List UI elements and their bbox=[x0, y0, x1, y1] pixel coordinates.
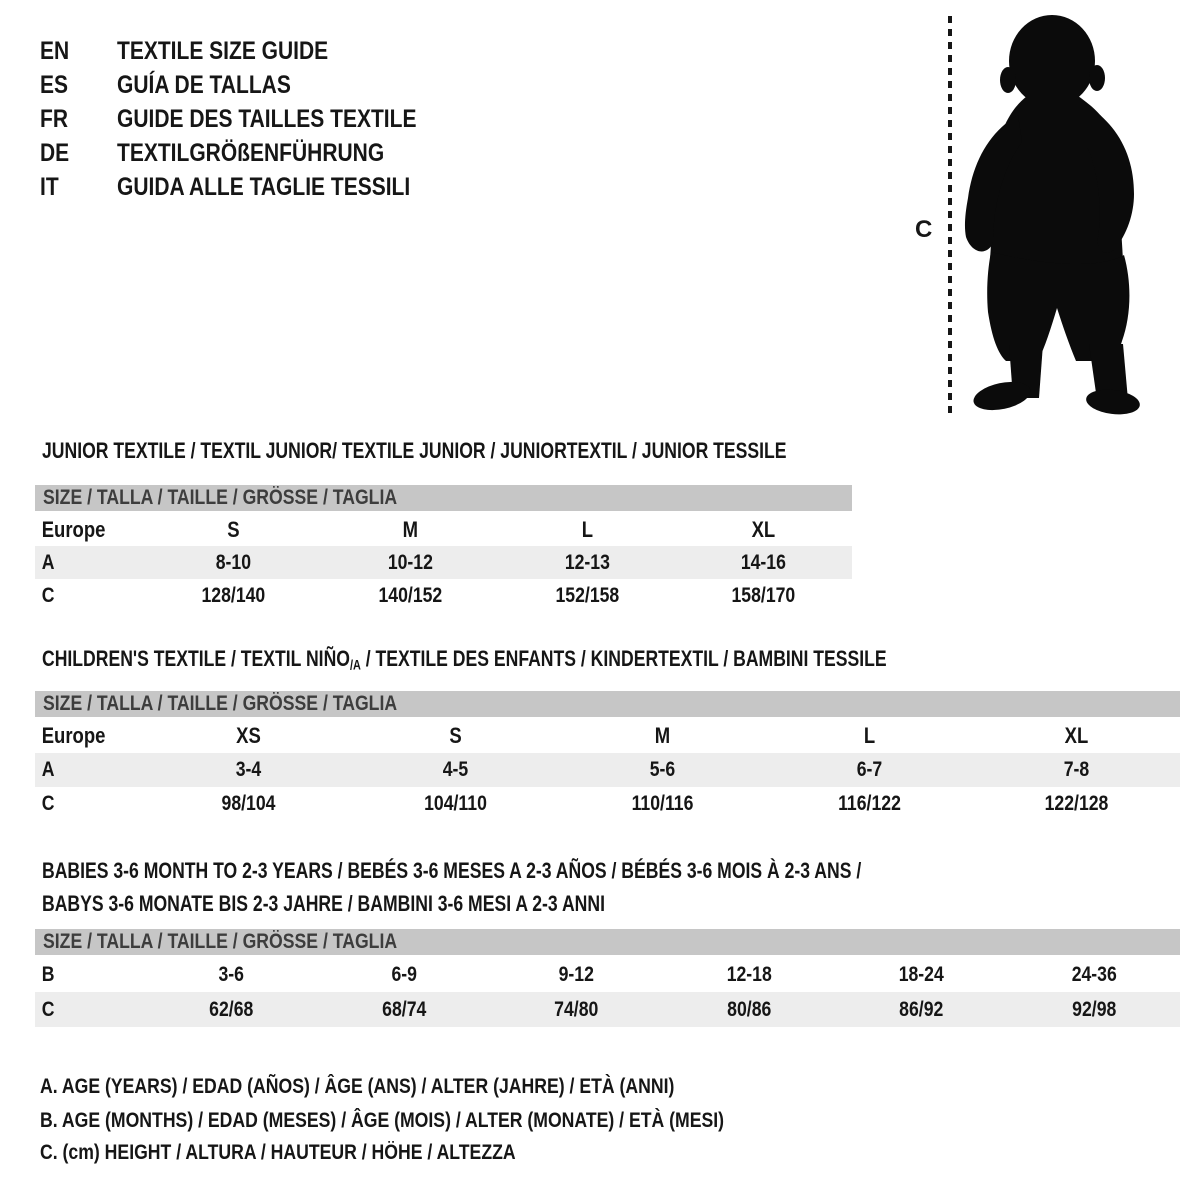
height-value: 140/152 bbox=[378, 584, 443, 607]
height-value: 98/104 bbox=[221, 792, 276, 815]
height-value: 74/80 bbox=[554, 998, 599, 1021]
lang-label-es bbox=[117, 68, 324, 102]
toddler-silhouette-icon bbox=[965, 15, 1141, 417]
lang-code-text: ES bbox=[40, 71, 69, 99]
height-value: 86/92 bbox=[899, 998, 944, 1021]
size-col-m: M bbox=[402, 517, 418, 542]
children-height-row bbox=[35, 787, 1180, 821]
height-value: 80/86 bbox=[726, 998, 771, 1021]
children-section-title bbox=[42, 646, 887, 672]
size-header-row bbox=[35, 485, 852, 513]
size-header-row bbox=[35, 691, 1180, 719]
children-title-prefix: CHILDREN'S TEXTILE / TEXTIL NIÑO bbox=[42, 646, 350, 671]
age-value: 7-8 bbox=[1063, 758, 1090, 781]
row-label-b: B bbox=[41, 963, 55, 986]
junior-size-table bbox=[35, 485, 852, 612]
size-col-l: L bbox=[581, 517, 593, 542]
lang-label-text: TEXTILGRÖßENFÜHRUNG bbox=[117, 139, 385, 167]
height-value: 152/158 bbox=[554, 584, 619, 607]
size-col-l: L bbox=[863, 723, 876, 748]
row-label-c: C bbox=[41, 998, 55, 1021]
lang-code-text: DE bbox=[40, 139, 70, 167]
age-value: 3-4 bbox=[235, 758, 262, 781]
lang-label-text: TEXTILE SIZE GUIDE bbox=[117, 37, 329, 65]
lang-label-fr bbox=[117, 102, 474, 136]
junior-section-title: JUNIOR TEXTILE / TEXTIL JUNIOR/ TEXTILE JUNIOR / JUNIORTEXTIL / JUNIOR TESSILE bbox=[42, 438, 787, 463]
months-value: 24-36 bbox=[1071, 963, 1117, 986]
months-value: 6-9 bbox=[390, 963, 417, 986]
region-label: Europe bbox=[41, 517, 106, 542]
toddler-silhouette-figure bbox=[905, 8, 1160, 420]
babies-section-title-line1: BABIES 3-6 MONTH TO 2-3 YEARS / BEBÉS 3-6 MESES A 2-3 AÑOS / BÉBÉS 3-6 MOIS À 2-3 ANS / bbox=[42, 858, 862, 883]
height-value: 104/110 bbox=[424, 792, 487, 815]
height-measure-label: C bbox=[915, 216, 933, 243]
size-header-row bbox=[35, 929, 1180, 957]
height-value: 122/128 bbox=[1044, 792, 1109, 815]
babies-height-row bbox=[35, 992, 1180, 1027]
size-col-xl: XL bbox=[1064, 723, 1089, 748]
legend-line-b: B. AGE (MONTHS) / EDAD (MESES) / ÂGE (MOIS) / ALTER (MONATE) / ETÀ (MESI) bbox=[40, 1109, 725, 1132]
size-header-text: SIZE / TALLA / TAILLE / GRÖSSE / TAGLIA bbox=[43, 486, 398, 509]
height-value: 116/122 bbox=[838, 792, 901, 815]
age-value: 6-7 bbox=[856, 758, 883, 781]
row-label-a: A bbox=[41, 758, 55, 781]
region-label: Europe bbox=[41, 723, 106, 748]
lang-label-en bbox=[117, 34, 368, 68]
babies-section-title-line2: BABYS 3-6 MONATE BIS 2-3 JAHRE / BAMBINI 3-6 MESI A 2-3 ANNI bbox=[42, 891, 605, 916]
lang-row-it bbox=[40, 170, 474, 204]
lang-label-it bbox=[117, 170, 466, 204]
height-value: 68/74 bbox=[381, 998, 426, 1021]
age-value: 5-6 bbox=[649, 758, 676, 781]
lang-code-text: EN bbox=[40, 37, 70, 65]
height-value: 110/116 bbox=[631, 792, 694, 815]
lang-code-fr bbox=[40, 102, 117, 136]
legend-line-a: A. AGE (YEARS) / EDAD (AÑOS) / ÂGE (ANS) / ALTER (JAHRE) / ETÀ (ANNI) bbox=[40, 1075, 675, 1098]
months-value: 18-24 bbox=[898, 963, 944, 986]
age-value: 4-5 bbox=[442, 758, 469, 781]
age-value: 10-12 bbox=[387, 551, 433, 574]
size-col-m: M bbox=[654, 723, 671, 748]
row-label-c: C bbox=[41, 792, 55, 815]
height-value: 128/140 bbox=[201, 584, 266, 607]
lang-label-text: GUÍA DE TALLAS bbox=[117, 71, 291, 99]
children-title-suffix: / TEXTILE DES ENFANTS / KINDERTEXTIL / BAMBINI TESSILE bbox=[360, 646, 887, 671]
row-label-a: A bbox=[41, 551, 55, 574]
size-col-s: S bbox=[227, 517, 240, 542]
junior-region-row bbox=[35, 513, 852, 546]
children-size-table bbox=[35, 691, 1180, 821]
lang-row-es bbox=[40, 68, 474, 102]
lang-code-de bbox=[40, 136, 117, 170]
children-title-subscript: /A bbox=[349, 657, 361, 673]
months-value: 12-18 bbox=[726, 963, 772, 986]
height-value: 158/170 bbox=[731, 584, 796, 607]
height-value: 92/98 bbox=[1071, 998, 1116, 1021]
months-value: 9-12 bbox=[558, 963, 594, 986]
age-value: 12-13 bbox=[564, 551, 610, 574]
size-header-text: SIZE / TALLA / TAILLE / GRÖSSE / TAGLIA bbox=[43, 930, 398, 953]
lang-row-de bbox=[40, 136, 474, 170]
lang-code-text: IT bbox=[40, 173, 59, 201]
age-value: 14-16 bbox=[741, 551, 787, 574]
babies-size-table bbox=[35, 929, 1180, 1027]
height-value: 62/68 bbox=[209, 998, 254, 1021]
babies-months-row bbox=[35, 957, 1180, 992]
row-label-c: C bbox=[41, 584, 55, 607]
lang-code-es bbox=[40, 68, 117, 102]
lang-code-text: FR bbox=[40, 105, 68, 133]
legend-line-c: C. (cm) HEIGHT / ALTURA / HAUTEUR / HÖHE / ALTEZZA bbox=[40, 1141, 516, 1164]
children-age-row bbox=[35, 753, 1180, 787]
lang-code-en bbox=[40, 34, 117, 68]
junior-age-row bbox=[35, 546, 852, 579]
months-value: 3-6 bbox=[218, 963, 244, 986]
lang-row-fr bbox=[40, 102, 474, 136]
lang-label-de bbox=[117, 136, 435, 170]
size-header-text: SIZE / TALLA / TAILLE / GRÖSSE / TAGLIA bbox=[43, 692, 398, 715]
size-col-s: S bbox=[449, 723, 462, 748]
size-col-xs: XS bbox=[236, 723, 261, 748]
lang-label-text: GUIDE DES TAILLES TEXTILE bbox=[117, 105, 417, 133]
lang-code-it bbox=[40, 170, 117, 204]
lang-row-en bbox=[40, 34, 474, 68]
children-region-row bbox=[35, 719, 1180, 753]
lang-label-text: GUIDA ALLE TAGLIE TESSILI bbox=[117, 173, 411, 201]
size-col-xl: XL bbox=[751, 517, 776, 542]
junior-height-row bbox=[35, 579, 852, 612]
language-title-list bbox=[40, 34, 474, 204]
age-value: 8-10 bbox=[215, 551, 252, 574]
